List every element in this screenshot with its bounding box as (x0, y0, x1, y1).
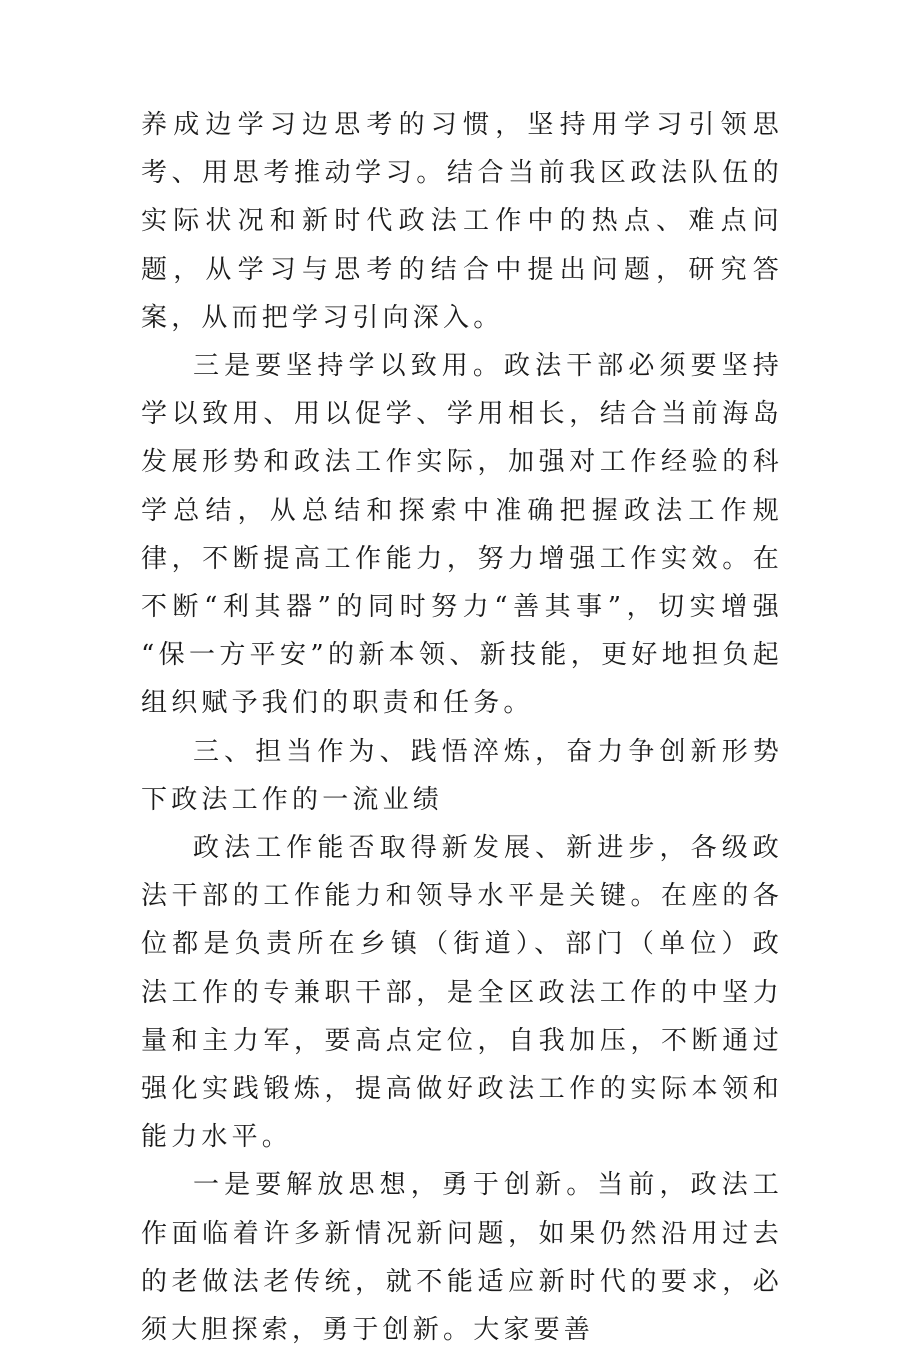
paragraph-point-one: 一是要解放思想，勇于创新。当前，政法工作面临着许多新情况新问题，如果仍然沿用过去的老做法老传统，就不能适应新时代的要求，必须大胆探索，勇于创新。大家要善 (141, 1170, 783, 1346)
paragraph-point-three: 三是要坚持学以致用。政法干部必须要坚持学以致用、用以促学、学用相长，结合当前海岛发展形势和政法工作实际，加强对工作经验的科学总结，从总结和探索中准确把握政法工作规律，不断提高工作能力，努力增强工作实效。在不断“利其器”的同时努力“善其事”，切实增强 “保一方平安”的新本领、新技能，更好地担负起组织赋予我们的职责和任务。 (141, 351, 783, 719)
section-heading-three: 三、担当作为、践悟淬炼，奋力争创新形势下政法工作的一流业绩 (141, 736, 783, 815)
document-body (141, 101, 783, 1354)
paragraph-section-intro: 政法工作能否取得新发展、新进步，各级政法干部的工作能力和领导水平是关键。在座的各位都是负责所在乡镇（街道）、部门（单位）政法工作的专兼职干部，是全区政法工作的中坚力量和主力军，要高点定位，自我加压，不断通过强化实践锻炼，提高做好政法工作的实际本领和能力水平。 (141, 833, 783, 1153)
paragraph-continuation: 养成边学习边思考的习惯，坚持用学习引领思考、用思考推动学习。结合当前我区政法队伍的实际状况和新时代政法工作中的热点、难点问题，从学习与思考的结合中提出问题，研究答案，从而把学习引向深入。 (141, 110, 783, 333)
